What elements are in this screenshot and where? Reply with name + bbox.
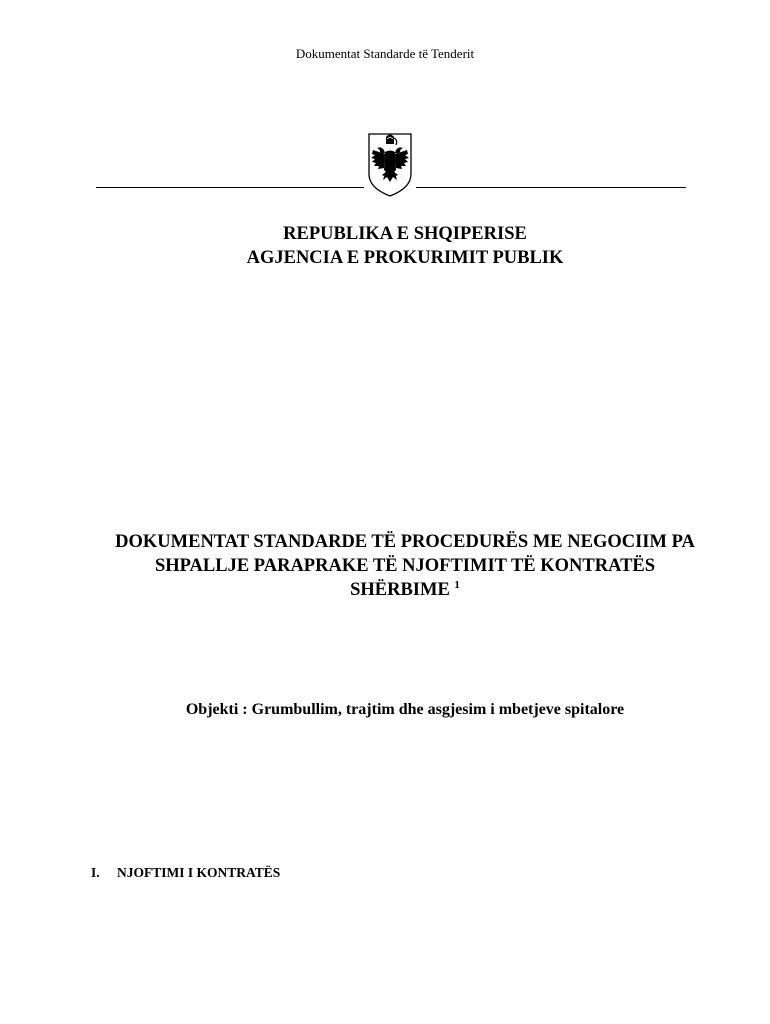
header-rule-left <box>96 187 364 188</box>
organization-block <box>0 222 770 270</box>
section-number: I. <box>91 865 100 880</box>
document-title-line-1: DOKUMENTAT STANDARDE TË PROCEDURËS ME NEGOCIIM PA <box>115 532 695 552</box>
section-title: NJOFTIMI I KONTRATËS <box>117 865 281 880</box>
document-title <box>70 530 740 602</box>
helmet-shape <box>386 135 394 145</box>
header-rule-right <box>416 187 686 188</box>
albanian-eagle-emblem-icon <box>367 128 413 198</box>
section-heading <box>91 865 280 881</box>
document-title-line-3 <box>70 578 740 602</box>
running-header: Dokumentat Standarde të Tenderit <box>295 46 475 61</box>
footnote-reference[interactable]: 1 <box>454 578 460 591</box>
document-title-line-2: SHPALLJE PARAPRAKE TË NJOFTIMIT TË KONTRATËS <box>154 556 656 576</box>
agency-name: AGJENCIA E PROKURIMIT PUBLIK <box>246 248 564 268</box>
document-title-line-3-text: SHËRBIME <box>350 580 450 600</box>
object-line: Objekti : Grumbullim, trajtim dhe asgjesim i mbetjeve spitalore <box>185 701 625 718</box>
country-name: REPUBLIKA E SHQIPERISE <box>283 224 527 244</box>
